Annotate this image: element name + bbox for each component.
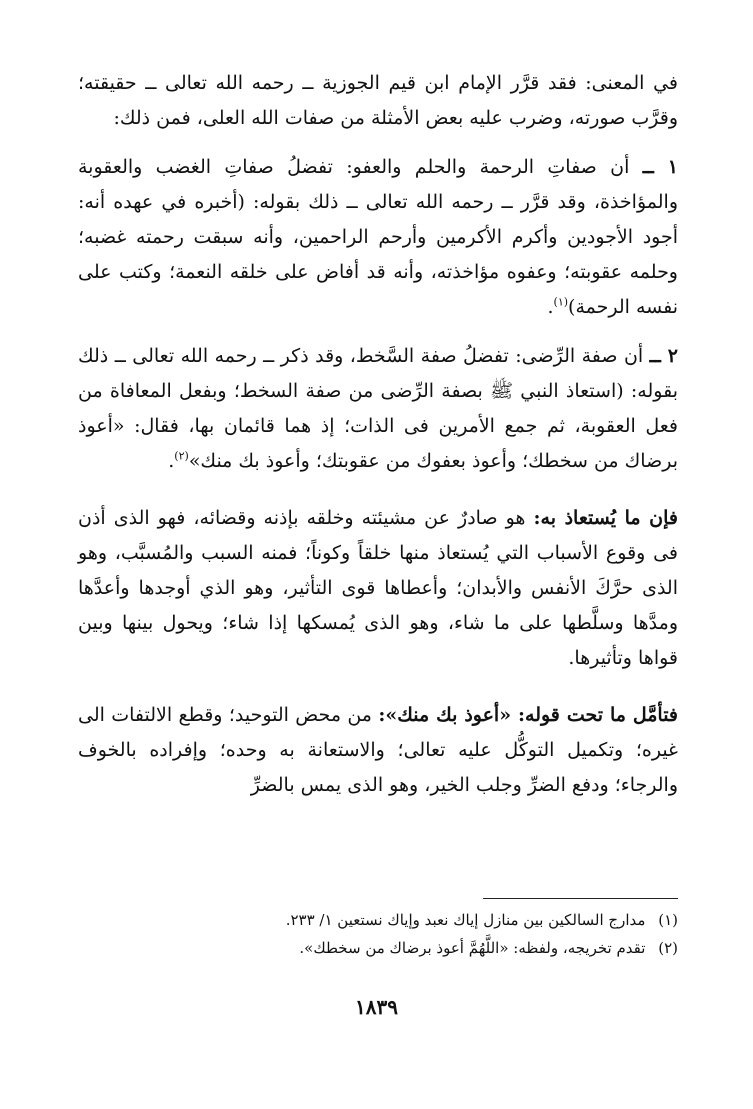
paragraph-four-lead: فتأمَّل ما تحت قوله: «أعوذ بك منك»: (378, 704, 679, 726)
paragraph-four-text: من محض التوحيد؛ وقطع الالتفات الى غيره؛ وتكميل التوكُّل عليه تعالى؛ والاستعانة به وحده؛ وإفراده بالخوف والرجاء؛ ودفع الضرِّ وجلب الخير، وهو الذى يمس بالضرِّ (78, 704, 678, 796)
page-number: ١٨٣٩ (355, 995, 398, 1019)
footnote-1 (78, 906, 678, 934)
footnote-2-text: تقدم تخريجه، ولفظه: «اللَّهُمَّ أعوذ برضاك من سخطك». (299, 939, 646, 957)
point-one-text: أن صفاتِ الرحمة والحلم والعفو: تفضلُ صفاتِ الغضب والعقوبة والمؤاخذة، وقد قرَّر ــ رحمه الله تعالى ــ ذلك بقوله: (أخبره في عهده أنه: أجود الأجودين وأكرم الأكرمين وأرحم الراحمين، وأنه سبقت رحمته غضبه؛ وحلمه عقوبته؛ وعفوه مؤاخذته، وأنه قد أفاض على خلقه النعمة؛ وكتب على نفسه الرحمة) (78, 156, 678, 318)
footnote-ref-1: (١) (553, 295, 569, 309)
point-two-end: . (168, 450, 175, 472)
footnote-ref-2: (٢) (174, 449, 189, 463)
point-two-number: ٢ ــ (649, 345, 679, 367)
point-two-paragraph (78, 339, 678, 479)
point-one-paragraph (78, 150, 678, 325)
paragraph-four (78, 698, 678, 803)
paragraph-three-lead: فإن ما يُستعاذ به: (533, 507, 678, 529)
footnote-2 (78, 934, 678, 962)
footnotes (78, 906, 678, 962)
footnote-divider (483, 898, 678, 899)
point-one-number: ١ ــ (642, 156, 679, 178)
footnote-1-number: (١) (658, 911, 678, 929)
footnote-1-text: مدارج السالكين بين منازل إياك نعبد وإياك نستعين ١/ ٢٣٣. (285, 911, 646, 929)
point-one-end: . (547, 296, 554, 318)
footnote-2-number: (٢) (658, 939, 678, 957)
paragraph-three (78, 501, 678, 676)
document-body (78, 66, 678, 803)
paragraph-three-text: هو صادرٌ عن مشيئته وخلقه بإذنه وقضائه، فهو الذى أذن فى وقوع الأسباب التي يُستعاذ منها خلقاً وكوناً؛ فمنه السبب والمُسبَّب، وهو الذى حرَّكَ الأنفس والأبدان؛ وأعطاها قوى التأثير، وهو الذي أوجدها وأعدَّها ومدَّها وسلَّطها على ما شاء، وهو الذى يُمسكها إذا شاء؛ ويحول بينها وبين قواها وتأثيرها. (78, 507, 678, 669)
point-two-text: أن صفة الرِّضى: تفضلُ صفة السَّخط، وقد ذكر ــ رحمه الله تعالى ــ ذلك بقوله: (استعاذ النبي ﷺ بصفة الرِّضى من صفة السخط؛ وبفعل المعافاة من فعل العقوبة، ثم جمع الأمرين فى الذات؛ إذ هما قائمان بها، فقال: «أعوذ برضاك من سخطك؛ وأعوذ بعفوك من عقوبتك؛ وأعوذ بك منك» (78, 345, 678, 472)
intro-paragraph: في المعنى: فقد قرَّر الإمام ابن قيم الجوزية ــ رحمه الله تعالى ــ حقيقته؛ وقرَّب صورته، وضرب عليه بعض الأمثلة من صفات الله العلى، فمن ذلك: (78, 72, 678, 129)
